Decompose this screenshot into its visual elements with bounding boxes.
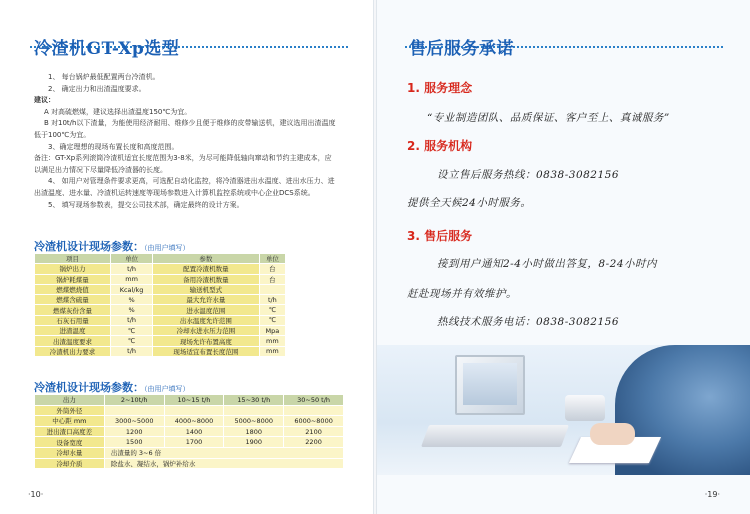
table1-title [34, 238, 190, 254]
table-cell: 出渣温度要求 [35, 336, 111, 346]
table-cell: 配置冷渣机数量 [153, 264, 260, 274]
table-cell: 2~10t/h [104, 395, 164, 406]
table-cell: % [111, 295, 153, 305]
table-row [35, 395, 344, 406]
table-cell [259, 284, 285, 294]
phone-image [565, 395, 605, 421]
table-cell: 1400 [164, 426, 224, 437]
table-cell [164, 405, 224, 416]
table-cell: 出渣量的 3~6 倍 [104, 447, 343, 458]
selection-step-line: 2、 确定出力和出渣温度要求。 [48, 84, 146, 93]
table-cell: 台 [259, 274, 285, 284]
site-parameters-table [34, 253, 286, 357]
table-row [35, 437, 344, 448]
table1-note: （由用户填写） [144, 244, 190, 252]
table-row [35, 284, 286, 294]
table-row [35, 426, 344, 437]
table-cell: 冷却水进水压力范围 [153, 326, 260, 336]
service-philosophy-text: “专业制造团队、品质保证、客户至上、真诚服务” [427, 112, 670, 124]
table-row [35, 346, 286, 356]
24h-service-text: 提供全天候24小时服务。 [407, 197, 532, 209]
selection-step-line: 建议： [34, 96, 55, 105]
selection-step-line: 4、 如用户对管理条件要求更高，可选配自动化监控，将冷渣器进出水温度、进出水压力、进 [48, 177, 335, 186]
table-cell: 输送机型式 [153, 284, 260, 294]
table-cell: % [111, 305, 153, 315]
table-cell: 冷渣机出力要求 [35, 346, 111, 356]
left-page-title: 冷渣机GT-Xp选型 [34, 39, 180, 59]
table-cell: 5000~8000 [224, 416, 284, 427]
table-cell: 30~50 t/h [284, 395, 344, 406]
table-cell: 进渣温度 [35, 326, 111, 336]
table-cell: 1800 [224, 426, 284, 437]
selection-step-line: B 对10t/h以下渣量，为能使用经济耐用、维修少且便于维修的皮带输送机，建议选用出渣温度 [44, 119, 336, 128]
table-cell: 1900 [224, 437, 284, 448]
table-cell: 石灰石用量 [35, 315, 111, 325]
book-spine [373, 0, 377, 514]
table-cell: 冷却水量 [35, 447, 105, 458]
selection-steps [34, 72, 352, 211]
service-philosophy-heading: 1. 服务理念 [407, 81, 473, 95]
table-cell: 现场允许布置高度 [153, 336, 260, 346]
table-row [35, 315, 286, 325]
table-cell: ℃ [259, 305, 285, 315]
table-row [35, 405, 344, 416]
monitor-image [455, 355, 525, 415]
table-cell: 锅炉耗煤量 [35, 274, 111, 284]
table-row [35, 295, 286, 305]
table-cell: 3000~5000 [104, 416, 164, 427]
response-time-text: 接到用户通知2-4小时做出答复，8-24小时内 [437, 258, 657, 270]
table-cell: 1700 [164, 437, 224, 448]
table-cell: mm [259, 336, 285, 346]
table-cell: t/h [111, 264, 153, 274]
table-cell: 中心距 mm [35, 416, 105, 427]
table-cell: 燃煤含硫量 [35, 295, 111, 305]
right-page-number: ·19· [704, 490, 720, 499]
table-cell: 2200 [284, 437, 344, 448]
table-cell: 设备宽度 [35, 437, 105, 448]
table-row [35, 458, 344, 469]
table2-title-text: 冷渣机设计现场参数： [34, 381, 144, 394]
table-cell: 6000~8000 [284, 416, 344, 427]
table-cell: mm [259, 346, 285, 356]
left-page-number: ·10· [28, 490, 44, 499]
table-cell: 10~15 t/h [164, 395, 224, 406]
table-cell: 外筒外径 [35, 405, 105, 416]
table-row [35, 326, 286, 336]
table-cell: 燃煤燃烧值 [35, 284, 111, 294]
table-row [35, 264, 286, 274]
table-cell: 除盐水、凝结水，锅炉补给水 [104, 458, 343, 469]
table-cell: 单位 [259, 254, 285, 264]
table-cell: 出力 [35, 395, 105, 406]
after-sales-heading: 3. 售后服务 [407, 229, 473, 243]
table-cell: 出水温度允许范围 [153, 315, 260, 325]
table-cell: 现场适宜布置长度范围 [153, 346, 260, 356]
table-row [35, 336, 286, 346]
service-organization-heading: 2. 服务机构 [407, 139, 473, 153]
table-cell [224, 405, 284, 416]
table-cell: 15~30 t/h [224, 395, 284, 406]
table-cell: ℃ [111, 326, 153, 336]
onsite-text: 赶赴现场并有效维护。 [407, 288, 517, 300]
table-cell: 进水温度范围 [153, 305, 260, 315]
table-cell: Kcal/kg [111, 284, 153, 294]
table-cell: t/h [111, 346, 153, 356]
selection-step-line: A 对高硫燃煤，建议选择出渣温度150℃为宜。 [44, 107, 192, 116]
table-cell [104, 405, 164, 416]
right-page [375, 0, 750, 514]
table-cell: mm [111, 274, 153, 284]
table-cell: 单位 [111, 254, 153, 264]
table-cell: t/h [259, 295, 285, 305]
table-cell: 1500 [104, 437, 164, 448]
capacity-spec-table [34, 394, 344, 469]
right-page-title: 售后服务承诺 [409, 39, 514, 59]
table-row [35, 447, 344, 458]
table-row [35, 305, 286, 315]
selection-step-line: 低于100℃为宜。 [34, 130, 91, 139]
table-cell: ℃ [111, 336, 153, 346]
table-cell: 台 [259, 264, 285, 274]
table-cell: 1200 [104, 426, 164, 437]
table-cell: 参数 [153, 254, 260, 264]
table2-title [34, 379, 190, 395]
office-photo [375, 345, 750, 475]
selection-step-line: 以满足出力情况下尽量降低冷渣器的长度。 [34, 165, 167, 174]
table-cell: 锅炉出力 [35, 264, 111, 274]
table-cell: 最大允许水量 [153, 295, 260, 305]
table-row [35, 416, 344, 427]
table-cell: 备用冷渣机数量 [153, 274, 260, 284]
selection-step-line: 备注：GT-Xp系列滚筒冷渣机适宜长度范围为3-8米，为尽可能降低轴向窜动和节约主建成本，应 [34, 154, 332, 163]
keyboard-image [421, 425, 569, 447]
table-cell: 燃煤灰份含量 [35, 305, 111, 315]
tech-hotline-text: 热线技术服务电话：0838-3082156 [437, 316, 620, 328]
selection-step-line: 1、 每台锅炉最低配置两台冷渣机。 [48, 73, 160, 81]
table-cell: Mpa [259, 326, 285, 336]
table1-title-text: 冷渣机设计现场参数： [34, 240, 144, 253]
hand-image [590, 423, 635, 445]
hotline-text: 设立售后服务热线：0838-3082156 [437, 169, 620, 181]
table-cell: t/h [111, 315, 153, 325]
table-cell: 2100 [284, 426, 344, 437]
table-row [35, 254, 286, 264]
selection-step-line: 5、 填写现场参数表，提交公司技术部，确定最终的设计方案。 [48, 200, 244, 209]
table-cell: 进出渣口高度差 [35, 426, 105, 437]
table-cell: 项目 [35, 254, 111, 264]
selection-step-line: 出渣温度、进水量、冷渣机运转速度等现场参数进入计算机监控系统或中心企业DCS系统。 [34, 188, 315, 197]
table2-note: （由用户填写） [144, 385, 190, 393]
table-cell: 冷却介质 [35, 458, 105, 469]
table-cell: ℃ [259, 315, 285, 325]
selection-step-line: 3、确定理想的现场布置长度和高度范围。 [48, 142, 179, 151]
table-row [35, 274, 286, 284]
table-cell: 4000~8000 [164, 416, 224, 427]
table-cell [284, 405, 344, 416]
